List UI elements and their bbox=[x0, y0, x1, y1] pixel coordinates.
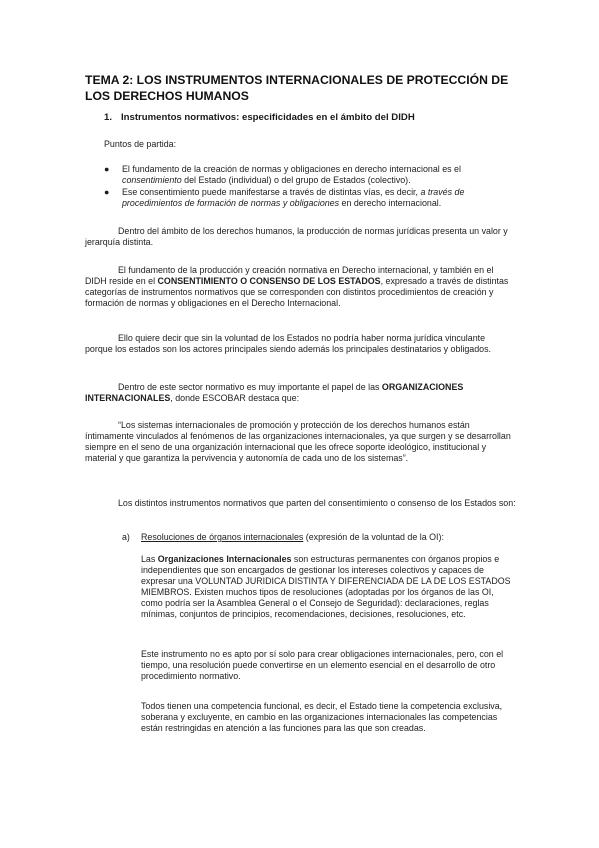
list-item-marker: a) bbox=[122, 532, 130, 542]
paragraph-text: El fundamento de la producción y creación normativa en Derecho internacional, y también en el DIDH reside en el bbox=[85, 265, 494, 286]
section-number: 1. bbox=[104, 112, 113, 123]
paragraph-text: , expresado a través de distintas categorías de instrumentos normativos que se corresponden con distintos procedimientos de creación y formación de normas y obligaciones en el Derecho Internacional. bbox=[85, 276, 509, 308]
paragraph-bold: CONSENTIMIENTO O CONSENSO DE LOS ESTADOS bbox=[157, 276, 381, 286]
puntos-de-partida: Puntos de partida: bbox=[104, 139, 177, 149]
bullet-item bbox=[122, 187, 518, 209]
paragraph-text: , donde ESCOBAR destaca que: bbox=[170, 393, 300, 403]
bullet-italic: a través de procedimientos de formación de normas y obligaciones bbox=[122, 187, 465, 208]
section-heading bbox=[104, 112, 415, 124]
bullet-item bbox=[122, 164, 514, 186]
list-item bbox=[141, 532, 521, 543]
bullet-text: Ese consentimiento puede manifestarse a través de distintas vías, es decir, bbox=[122, 187, 421, 197]
sub-paragraph-bold: Organizaciones Internacionales bbox=[157, 554, 292, 564]
paragraph: Ello quiere decir que sin la voluntad de los Estados no podría haber norma jurídica vinculante porque los estados son los actores principales siendo además los principales destinatarios y obligados. bbox=[85, 333, 492, 354]
paragraph: Los distintos instrumentos normativos que parten del consentimiento o consenso de los Estados son: bbox=[118, 498, 516, 508]
bullet-italic: consentimiento bbox=[122, 175, 182, 185]
list-item-underlined: Resoluciones de órganos internacionales bbox=[141, 532, 304, 542]
paragraph bbox=[85, 265, 517, 309]
sub-paragraph-text: son estructuras permanentes con órganos propios e independientes que son encargados de gestionar los intereses colectivos y capaces de expresar una VOLUNTAD JURIDICA DISTINTA Y DIFERENCIADA DE LA DE LOS ESTADOS MIEMBROS. Existen muchos tipos de resoluciones (adoptadas por los órganos de las OI, como podría ser la Asamblea General o el Consejo de Seguridad): declaraciones, reglas mínimas, conjuntos de principios, recomendaciones, decisiones, resoluciones, etc. bbox=[141, 554, 511, 619]
section-title: Instrumentos normativos: especificidades en el ámbito del DIDH bbox=[121, 112, 415, 123]
paragraph-text: Dentro de este sector normativo es muy importante el papel de las bbox=[118, 382, 382, 392]
sub-paragraph: Todos tienen una competencia funcional, es decir, el Estado tiene la competencia exclusiva, soberana y excluyente, en cambio en las organizaciones internacionales las competencias están restringidas en atención a las funciones para las que son creadas. bbox=[141, 701, 503, 733]
sub-paragraph-text: Las bbox=[141, 554, 158, 564]
paragraph: Dentro del ámbito de los derechos humanos, la producción de normas jurídicas presenta un valor y jerarquía distinta. bbox=[85, 226, 508, 247]
sub-paragraph bbox=[141, 554, 513, 620]
sub-paragraph: Este instrumento no es apto por sí solo para crear obligaciones internacionales, pero, con el tiempo, una resolución puede convertirse en un elemento esencial en el desarrollo de otro procedimiento normativo. bbox=[141, 649, 504, 681]
bullet-text: El fundamento de la creación de normas y obligaciones en derecho internacional es el bbox=[122, 164, 461, 174]
paragraph-bold: ORGANIZACIONES INTERNACIONALES bbox=[85, 382, 464, 403]
document-title: TEMA 2: LOS INSTRUMENTOS INTERNACIONALES DE PROTECCIÓN DE LOS DERECHOS HUMANOS bbox=[85, 73, 509, 103]
paragraph bbox=[85, 382, 523, 404]
list-item-text: (expresión de la voluntad de la OI): bbox=[303, 532, 444, 542]
bullet-marker: ● bbox=[104, 164, 110, 174]
bullet-text: en derecho internacional. bbox=[339, 198, 442, 208]
quote: “Los sistemas internacionales de promoción y protección de los derechos humanos están íntimamente vinculados al fenómenos de las organizaciones internacionales, ya que surgen y se desarrollan siempre en el seno de una organización internacional que les ofrece soporte ideológico, institucional y material y que garantiza la pervivencia y autonomía de cada uno de los sistemas”. bbox=[85, 420, 511, 463]
bullet-text: del Estado (individual) o del grupo de Estados (colectivo). bbox=[181, 175, 411, 185]
bullet-marker: ● bbox=[104, 187, 110, 197]
